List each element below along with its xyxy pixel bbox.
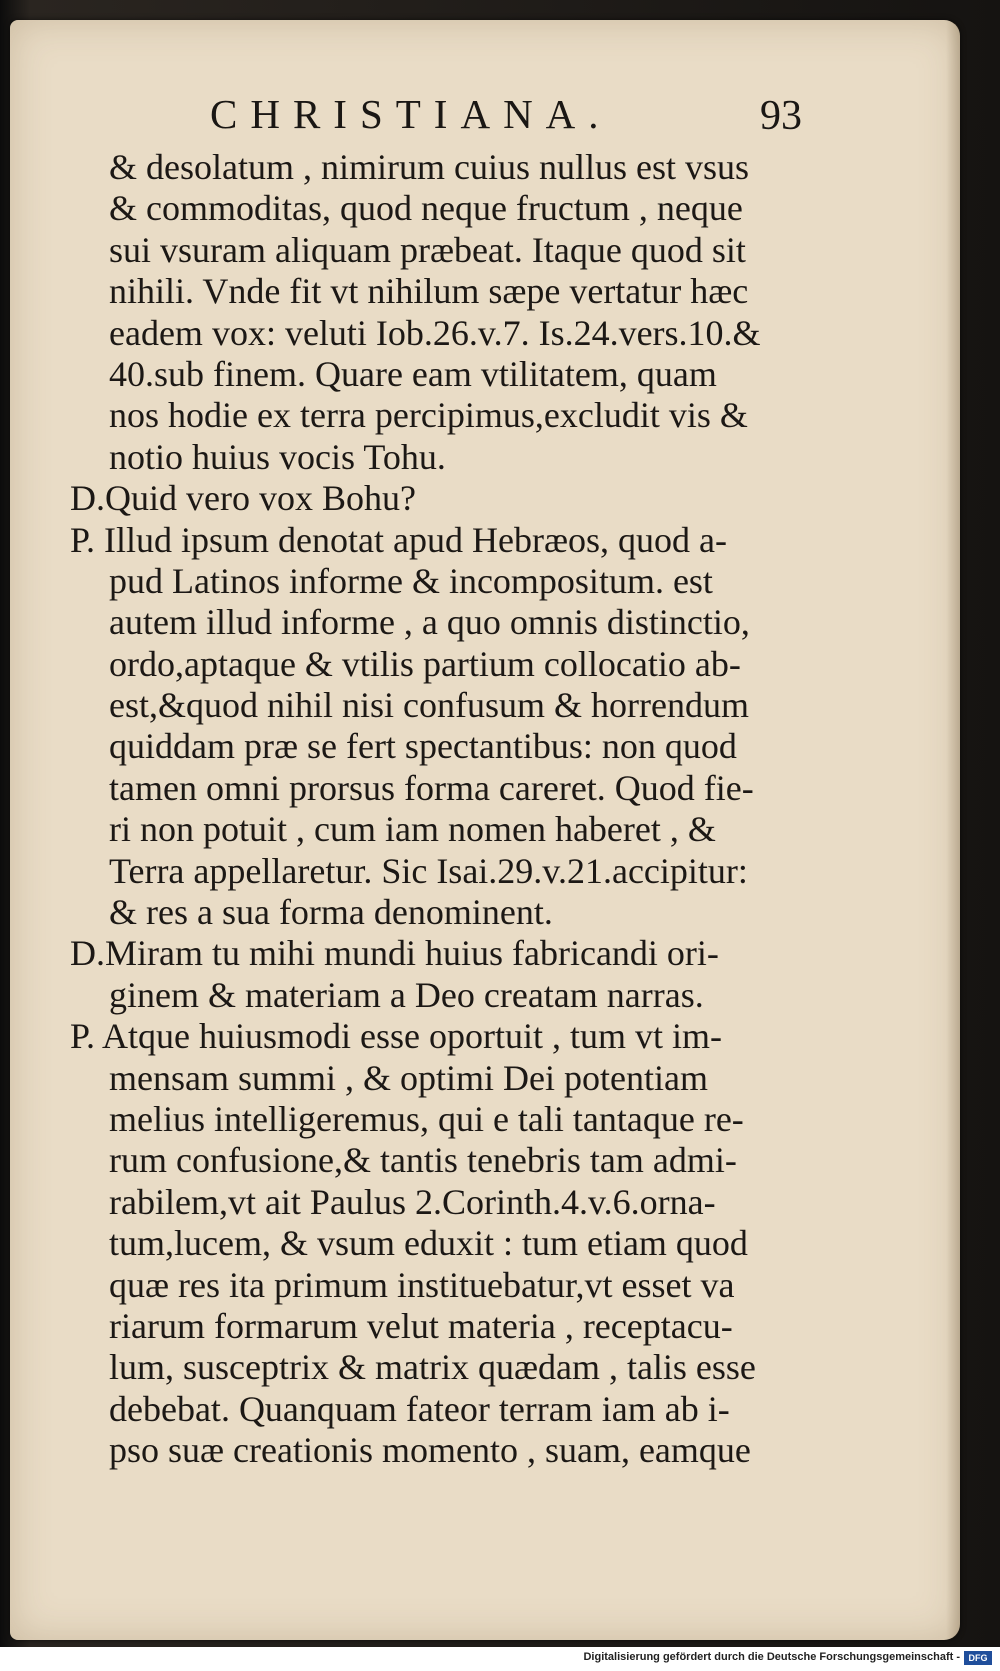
text-line: & commoditas, quod neque fructum , neque bbox=[109, 188, 743, 229]
text-line: debebat. Quanquam fateor terram iam ab i- bbox=[109, 1388, 730, 1429]
dfg-logo: DFG bbox=[964, 1651, 992, 1665]
text-line: & desolatum , nimirum cuius nullus est vsus bbox=[109, 147, 749, 187]
text-line: sui vsuram aliquam præbeat. Itaque quod sit bbox=[109, 229, 746, 270]
text-line: nihili. Vnde fit vt nihilum sæpe vertatur hæc bbox=[109, 271, 749, 312]
text-line: nos hodie ex terra percipimus,excludit vis & bbox=[109, 395, 748, 436]
text-line: quæ res ita primum instituebatur,vt esset va bbox=[109, 1264, 735, 1305]
text-line: 40.sub finem. Quare eam vtilitatem, quam bbox=[109, 353, 717, 394]
book-page bbox=[10, 20, 960, 1640]
running-head bbox=[10, 78, 960, 148]
text-line: rabilem,vt ait Paulus 2.Corinth.4.v.6.orna- bbox=[109, 1181, 716, 1222]
text-line: rum confusione,& tantis tenebris tam admi- bbox=[109, 1140, 737, 1181]
text-line: tamen omni prorsus forma careret. Quod fie- bbox=[109, 767, 754, 808]
text-line: tum,lucem, & vsum eduxit : tum etiam quod bbox=[109, 1223, 748, 1264]
text-line: mensam summi , & optimi Dei potentiam bbox=[109, 1057, 708, 1098]
text-line: lum, susceptrix & matrix quædam , talis esse bbox=[109, 1347, 756, 1388]
page-number: 93 bbox=[760, 93, 802, 139]
text-line: quiddam præ se fert spectantibus: non quod bbox=[109, 726, 737, 767]
text-line: ginem & materiam a Deo creatam narras. bbox=[109, 974, 704, 1015]
text-line: & res a sua forma denominent. bbox=[109, 892, 553, 933]
text-line: notio huius vocis Tohu. bbox=[109, 436, 446, 477]
speaker-line: D.Miram tu mihi mundi huius fabricandi ori- bbox=[70, 933, 719, 974]
text-line: melius intelligeremus, qui e tali tantaque re- bbox=[109, 1098, 744, 1139]
speaker-line: P. Illud ipsum denotat apud Hebræos, quod a- bbox=[70, 519, 727, 560]
speaker-line: D.Quid vero vox Bohu? bbox=[70, 478, 416, 519]
running-head-title: CHRISTIANA. bbox=[210, 91, 612, 137]
body-text bbox=[70, 147, 820, 1472]
speaker-line: P. Atque huiusmodi esse oportuit , tum vt im- bbox=[70, 1016, 723, 1057]
text-line: riarum formarum velut materia , receptacu- bbox=[109, 1305, 733, 1346]
digitization-footer bbox=[0, 1647, 1000, 1671]
footer-credit-text: Digitalisierung gefördert durch die Deutsche Forschungsgemeinschaft - bbox=[583, 1651, 960, 1663]
page-edge-shadow bbox=[946, 20, 960, 1640]
text-line: pso suæ creationis momento , suam, eamque bbox=[109, 1430, 751, 1471]
text-line: Terra appellaretur. Sic Isai.29.v.21.accipitur: bbox=[109, 850, 748, 891]
text-line: ri non potuit , cum iam nomen haberet , & bbox=[109, 809, 716, 850]
text-line: est,&quod nihil nisi confusum & horrendum bbox=[109, 685, 749, 726]
text-line: eadem vox: veluti Iob.26.v.7. Is.24.vers.10.& bbox=[109, 312, 761, 353]
text-line: autem illud informe , a quo omnis distinctio, bbox=[109, 602, 750, 643]
text-line: pud Latinos informe & incompositum. est bbox=[109, 560, 713, 601]
text-line: ordo,aptaque & vtilis partium collocatio ab- bbox=[109, 643, 741, 684]
